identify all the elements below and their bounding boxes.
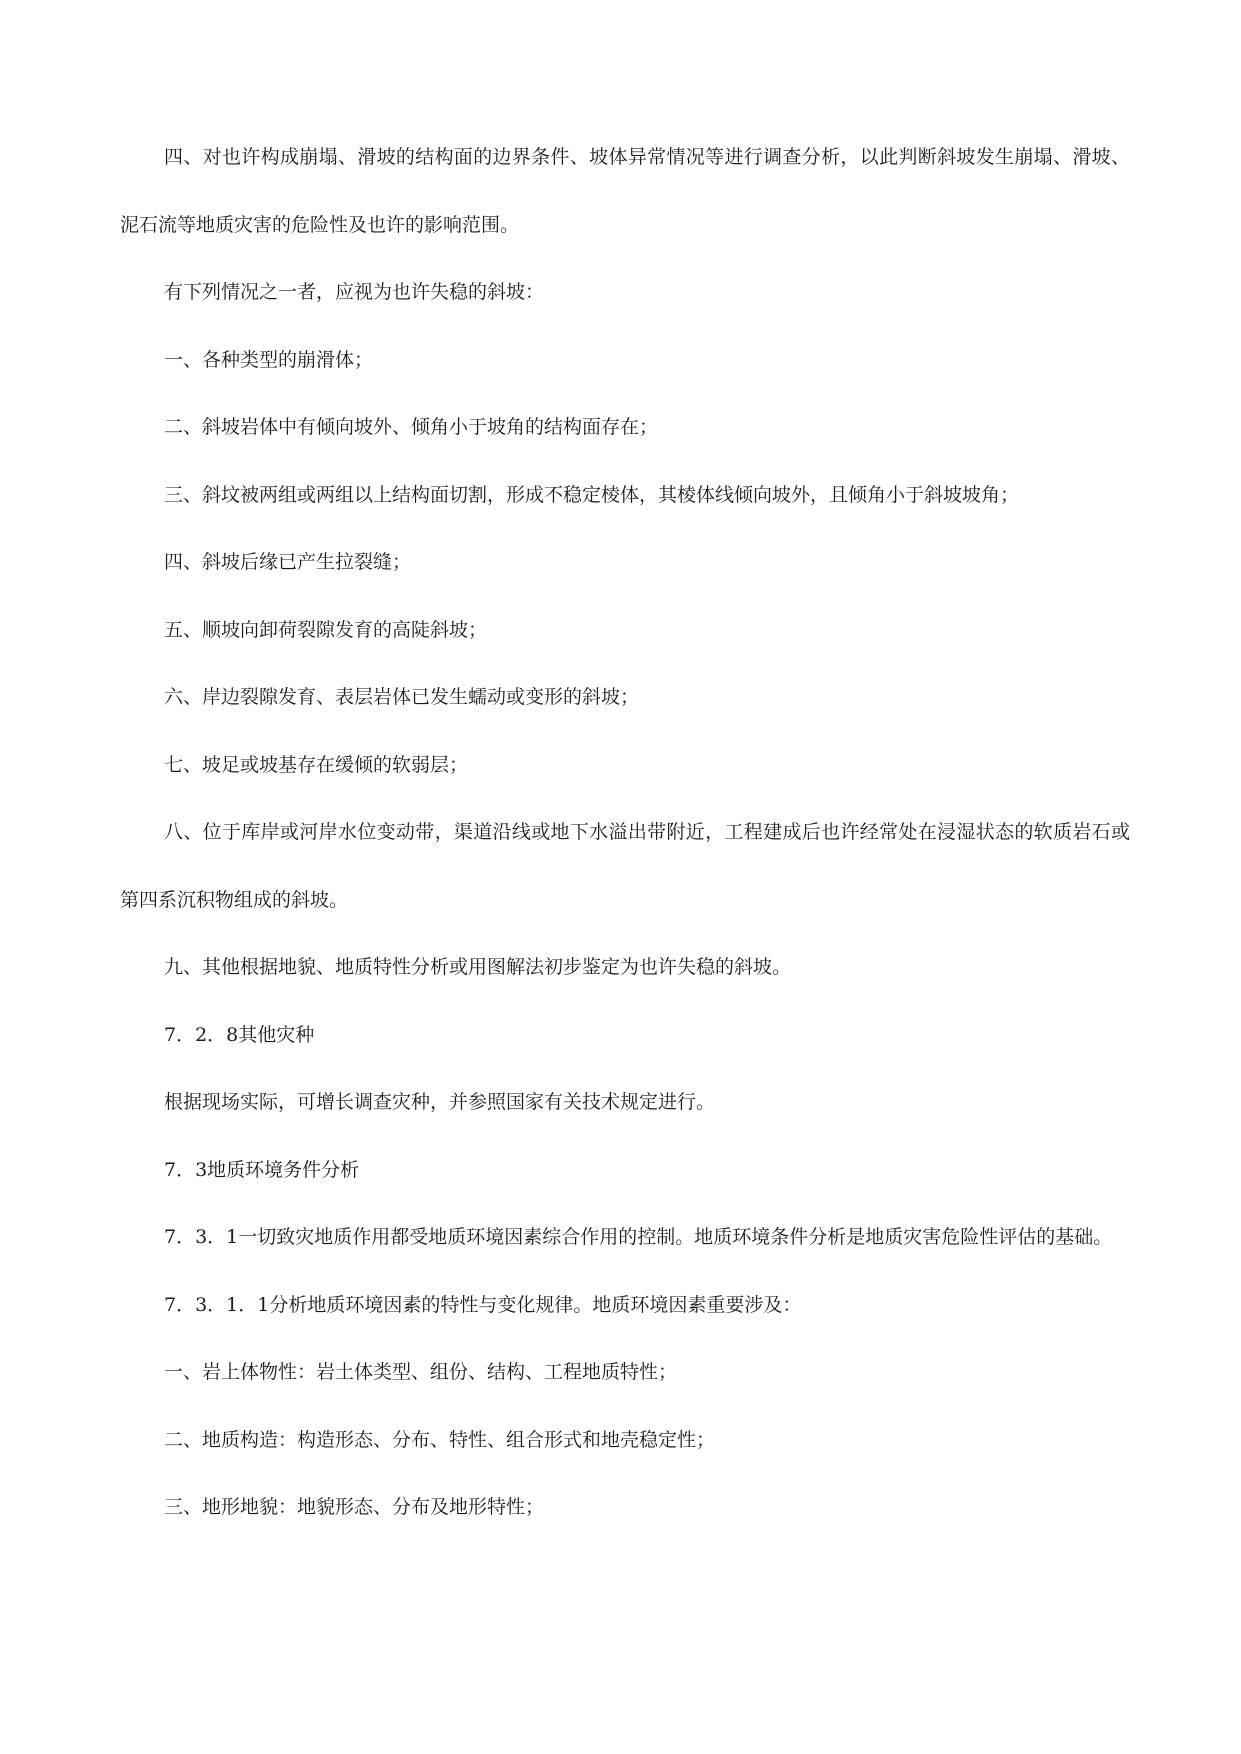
paragraph-1: 四、对也许构成崩塌、滑坡的结构面的边界条件、坡体异常情况等进行调查分析，以此判断斜坡发生崩塌、滑坡、泥石流等地质灾害的危险性及也许的影响范围。 [120, 146, 1130, 236]
paragraph-7-3-1: 7．3．1一切致灾地质作用都受地质环境因素综合作用的控制。地质环境条件分析是地质灾害危险性评估的基础。 [164, 1226, 1113, 1248]
paragraph-3: 根据现场实际，可增长调查灾种，并参照国家有关技术规定进行。 [164, 1091, 716, 1113]
section-heading-7-2-8: 7．2．8其他灾种 [164, 1023, 315, 1046]
paragraph-7-3-1-1: 7．3．1．1分析地质环境因素的特性与变化规律。地质环境因素重要涉及： [164, 1293, 802, 1316]
list-item-8: 八、位于库岸或河岸水位变动带，渠道沿线或地下水溢出带附近，工程建成后也许经常处在浸湿状态的软质岩石或第四系沉积物组成的斜坡。 [120, 821, 1130, 911]
list-item-3: 三、斜坟被两组或两组以上结构面切割，形成不稳定棱体，其棱体线倾向坡外，且倾角小于斜坡坡角； [164, 483, 1020, 506]
list-item-7: 七、坡足或坡基存在缓倾的软弱层； [164, 753, 469, 776]
factor-item-1: 一、岩上体物性：岩土体类型、组份、结构、工程地质特性； [164, 1361, 678, 1383]
list-item-6: 六、岸边裂隙发育、表层岩体已发生蠕动或变形的斜坡； [164, 686, 640, 708]
list-item-4: 四、斜坡后缘已产生拉裂缝； [164, 551, 412, 573]
factor-item-3: 三、地形地貌：地貌形态、分布及地形特性； [164, 1496, 545, 1518]
section-heading-7-3: 7．3地质环境务件分析 [164, 1158, 360, 1181]
list-item-1: 一、各种类型的崩滑体； [164, 348, 374, 371]
list-item-9: 九、其他根据地貌、地质特性分析或用图解法初步鉴定为也许失稳的斜坡。 [164, 956, 792, 978]
list-item-5: 五、顺坡向卸荷裂隙发育的高陡斜坡； [164, 618, 488, 641]
list-item-2: 二、斜坡岩体中有倾向坡外、倾角小于坡角的结构面存在； [164, 416, 659, 438]
factor-item-2: 二、地质构造：构造形态、分布、特性、组合形式和地壳稳定性； [164, 1428, 716, 1451]
paragraph-2: 有下列情况之一者，应视为也许失稳的斜坡： [164, 281, 545, 303]
document-page [120, 124, 1130, 1542]
